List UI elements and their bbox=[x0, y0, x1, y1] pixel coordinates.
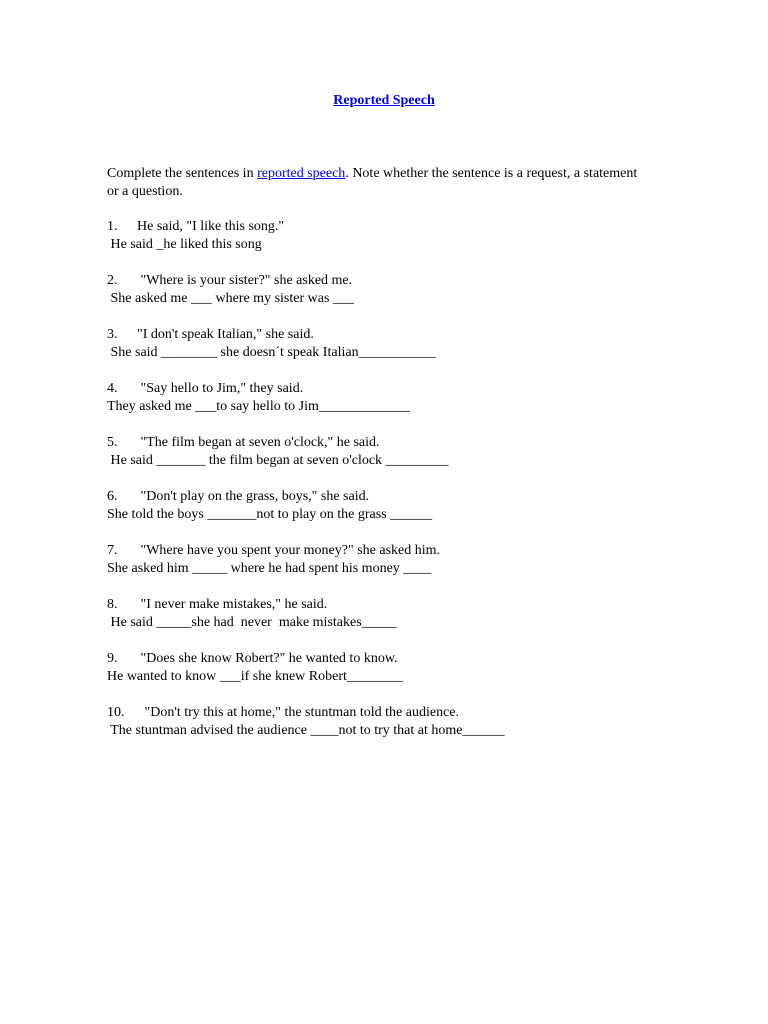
item-number: 4. bbox=[107, 381, 118, 396]
question-line bbox=[107, 650, 667, 668]
question-text: "I don't speak Italian," she said. bbox=[137, 327, 314, 342]
answer-line: He wanted to know ___if she knew Robert________ bbox=[107, 669, 403, 684]
question-text: "I never make mistakes," he said. bbox=[137, 597, 328, 612]
question-text: "The film began at seven o'clock," he said. bbox=[137, 435, 380, 450]
item-number: 6. bbox=[107, 489, 118, 504]
item-number: 1. bbox=[107, 219, 118, 234]
answer-line: She said ________ she doesn´t speak Italian___________ bbox=[107, 345, 436, 360]
item-number: 3. bbox=[107, 327, 118, 342]
instructions bbox=[107, 165, 647, 201]
answer-line: They asked me ___to say hello to Jim_____________ bbox=[107, 399, 410, 414]
item-number: 7. bbox=[107, 543, 118, 558]
item-number: 2. bbox=[107, 273, 118, 288]
question-text: "Where have you spent your money?" she asked him. bbox=[137, 543, 441, 558]
page-title bbox=[0, 92, 768, 110]
exercise-item-1 bbox=[107, 218, 667, 272]
question-line bbox=[107, 434, 667, 452]
item-number: 5. bbox=[107, 435, 118, 450]
answer-line: He said _____she had never make mistakes_____ bbox=[107, 615, 397, 630]
answer-line: She told the boys _______not to play on the grass ______ bbox=[107, 507, 433, 522]
exercise-item-7 bbox=[107, 542, 667, 596]
exercise-item-6 bbox=[107, 488, 667, 542]
item-number: 9. bbox=[107, 651, 118, 666]
question-text: He said, "I like this song." bbox=[137, 219, 285, 234]
reported-speech-link[interactable]: reported speech bbox=[257, 166, 346, 181]
answer-line: She asked me ___ where my sister was ___ bbox=[107, 291, 354, 306]
instructions-text-after: . Note whether the sentence is a request, a statement or a question. bbox=[107, 166, 638, 199]
question-line bbox=[107, 488, 667, 506]
title-link[interactable]: Reported Speech bbox=[333, 93, 435, 108]
exercise-item-4 bbox=[107, 380, 667, 434]
answer-line: The stuntman advised the audience ____not to try that at home______ bbox=[107, 723, 505, 738]
question-text: "Say hello to Jim," they said. bbox=[137, 381, 304, 396]
exercise-list bbox=[107, 218, 667, 758]
question-line bbox=[107, 542, 667, 560]
question-line bbox=[107, 596, 667, 614]
question-line bbox=[107, 704, 667, 722]
question-line bbox=[107, 218, 667, 236]
question-line bbox=[107, 272, 667, 290]
exercise-item-5 bbox=[107, 434, 667, 488]
exercise-item-9 bbox=[107, 650, 667, 704]
answer-line: She asked him _____ where he had spent his money ____ bbox=[107, 561, 432, 576]
item-number: 8. bbox=[107, 597, 118, 612]
question-text: "Don't play on the grass, boys," she said. bbox=[137, 489, 370, 504]
answer-line: He said _he liked this song bbox=[107, 237, 262, 252]
exercise-item-8 bbox=[107, 596, 667, 650]
question-line bbox=[107, 380, 667, 398]
answer-line: He said _______ the film began at seven o'clock _________ bbox=[107, 453, 449, 468]
question-text: "Does she know Robert?" he wanted to know. bbox=[137, 651, 398, 666]
exercise-item-2 bbox=[107, 272, 667, 326]
question-text: "Don't try this at home," the stuntman told the audience. bbox=[141, 705, 460, 720]
question-text: "Where is your sister?" she asked me. bbox=[137, 273, 353, 288]
item-number: 10. bbox=[107, 705, 125, 720]
question-line bbox=[107, 326, 667, 344]
exercise-item-3 bbox=[107, 326, 667, 380]
instructions-text-before: Complete the sentences in bbox=[107, 166, 258, 181]
exercise-item-10 bbox=[107, 704, 667, 758]
